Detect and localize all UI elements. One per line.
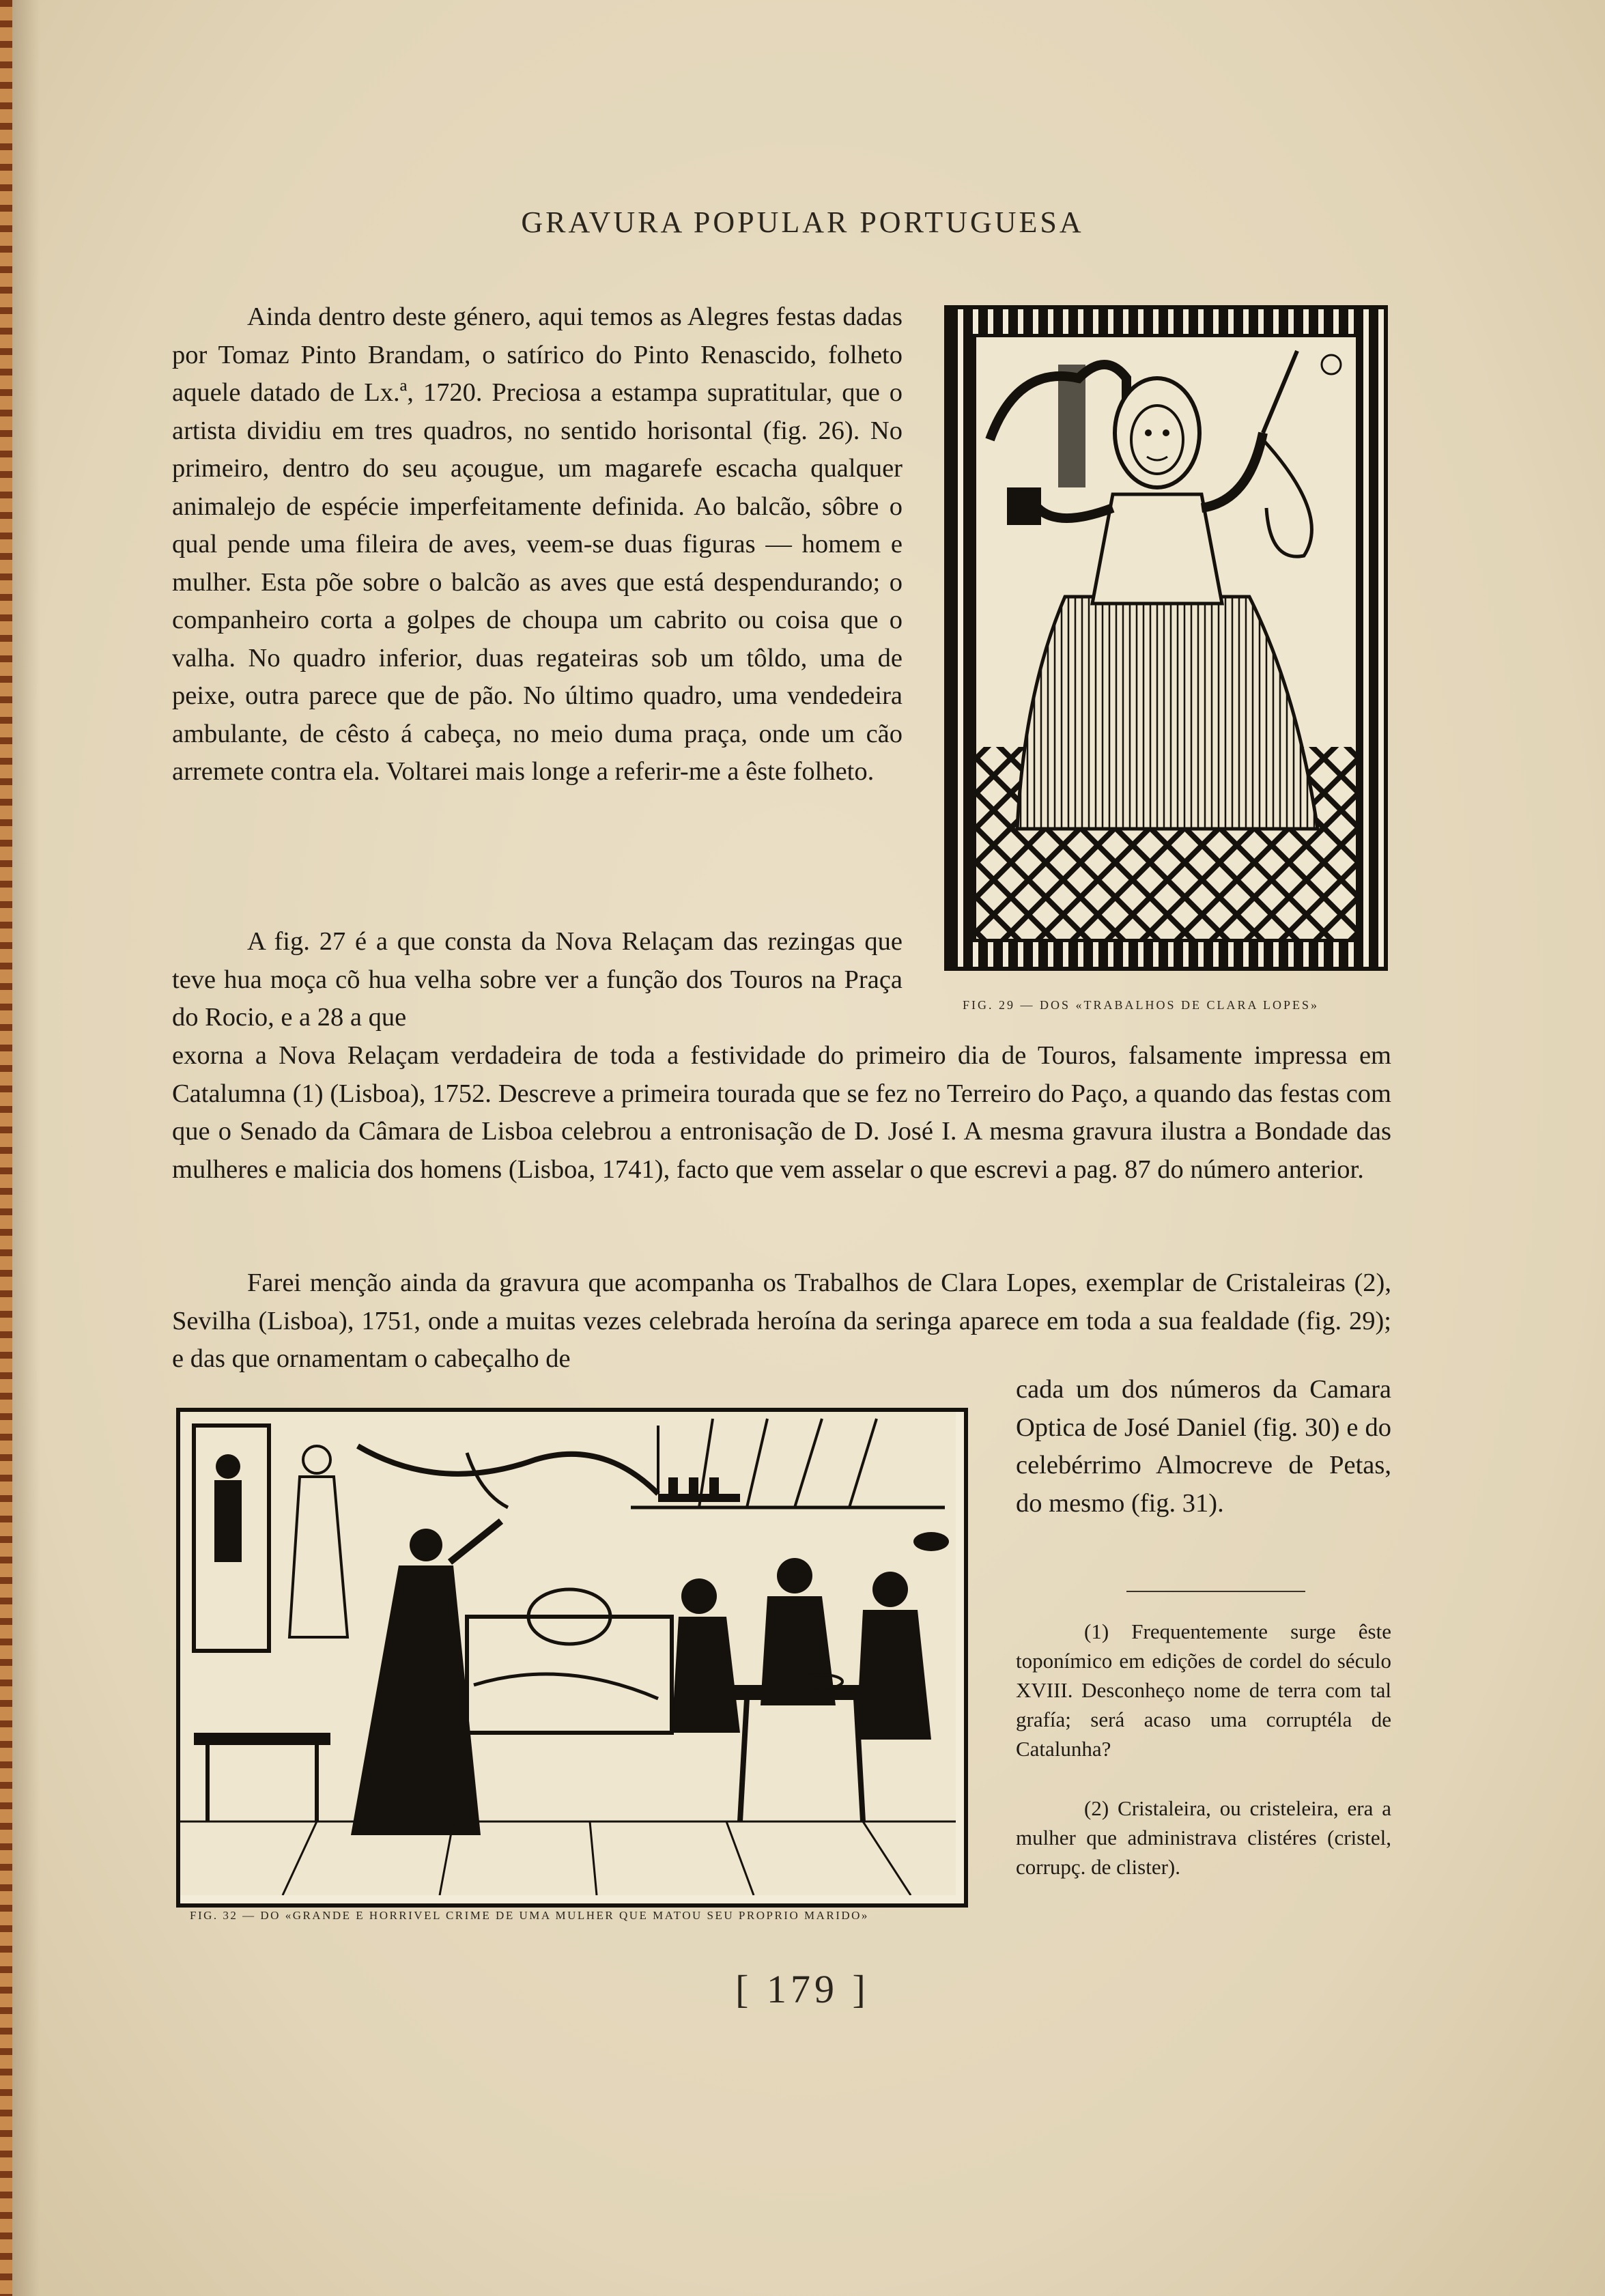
paragraph-2-part-2: exorna a Nova Relaçam verdadeira de toda a festividade do primeiro dia de Touros, falsamente impressa em Catalumna (1) (Lisboa), 1752. Descreve a primeira tourada que se fez no Terreiro do Paço, a quando das festas com que o Senado da Câmara de Lisboa celebrou a entronisação de D. José I. A mesma gravura ilustra a Bondade das mulheres e malicia dos homens (Lisboa, 1741), facto que vem asselar o que escrevi a pag. 87 do número anterior. [172,1041,1391,1184]
figure-29-caption: FIG. 29 — DOS «TRABALHOS DE CLARA LOPES» [963,998,1320,1012]
footnote-2: (2) Cristaleira, ou cristeleira, era a mulher que administrava clistéres (cristel, corrupç. de clister). [1016,1796,1391,1879]
figure-29-woodcut [944,305,1388,971]
page-number: [ 179 ] [735,1967,870,2011]
binding-thread [0,0,12,2296]
paragraph-3-part-2: cada um dos números da Camara Optica de José Daniel (fig. 30) e do celebérrimo Almocreve de Petas, do mesmo (fig. 31). [1016,1375,1391,1518]
footnote-separator [1126,1591,1305,1592]
running-head: GRAVURA POPULAR PORTUGUESA [521,205,1084,239]
figure-32-woodcut [176,1408,968,1908]
figure-29-image [973,334,1359,942]
clara-lopes-illustration [976,337,1356,939]
paragraph-1: Ainda dentro deste género, aqui temos as Alegres festas dadas por Tomaz Pinto Brandam, o satírico do Pinto Renascido, folheto aquele datado de Lx.ª, 1720. Preciosa a estampa supratitular, que o artista dividiu em tres quadros, no sentido horisontal (fig. 26). No primeiro, dentro do seu açougue, um magarefe escacha qualquer animalejo de espécie imperfeitamente definida. Ao balcão, sôbre o qual pende uma fileira de aves, veem-se duas figuras — homem e mulher. Esta põe sobre o balcão as aves que está despendurando; o companheiro corta a golpes de choupa um cabrito ou coisa que o valha. No quadro inferior, duas regateiras sob um tôldo, uma de peixe, outra parece que de pão. No último quadro, uma vendedeira ambulante, de cêsto á cabeça, no meio duma praça, onde um cão arremete contra ela. Voltarei mais longe a referir-me a êste folheto. [172,302,903,786]
figure-32-caption: FIG. 32 — DO «GRANDE E HORRIVEL CRIME DE UMA MULHER QUE MATOU SEU PROPRIO MARIDO» [190,1909,869,1922]
paragraph-2-part-1: A fig. 27 é a que consta da Nova Relaçam das rezingas que teve hua moça cõ hua velha sobre ver a função dos Touros na Praça do Rocio, e a 28 a que [172,927,903,1032]
footnote-1: (1) Frequentemente surge êste toponímico em edições de cordel do século XVIII. Desconheço nome de terra com tal grafía; será acaso uma corruptéla de Catalunha? [1016,1619,1391,1761]
gutter-shadow [12,0,40,2296]
paragraph-3-part-1: Farei menção ainda da gravura que acompanha os Trabalhos de Clara Lopes, exemplar de Cristaleiras (2), Sevilha (Lisboa), 1751, onde a muitas vezes celebrada heroína da seringa aparece em toda a sua fealdade (fig. 29); e das que ornamentam o cabeçalho de [172,1269,1391,1373]
crime-scene-illustration [180,1412,956,1895]
